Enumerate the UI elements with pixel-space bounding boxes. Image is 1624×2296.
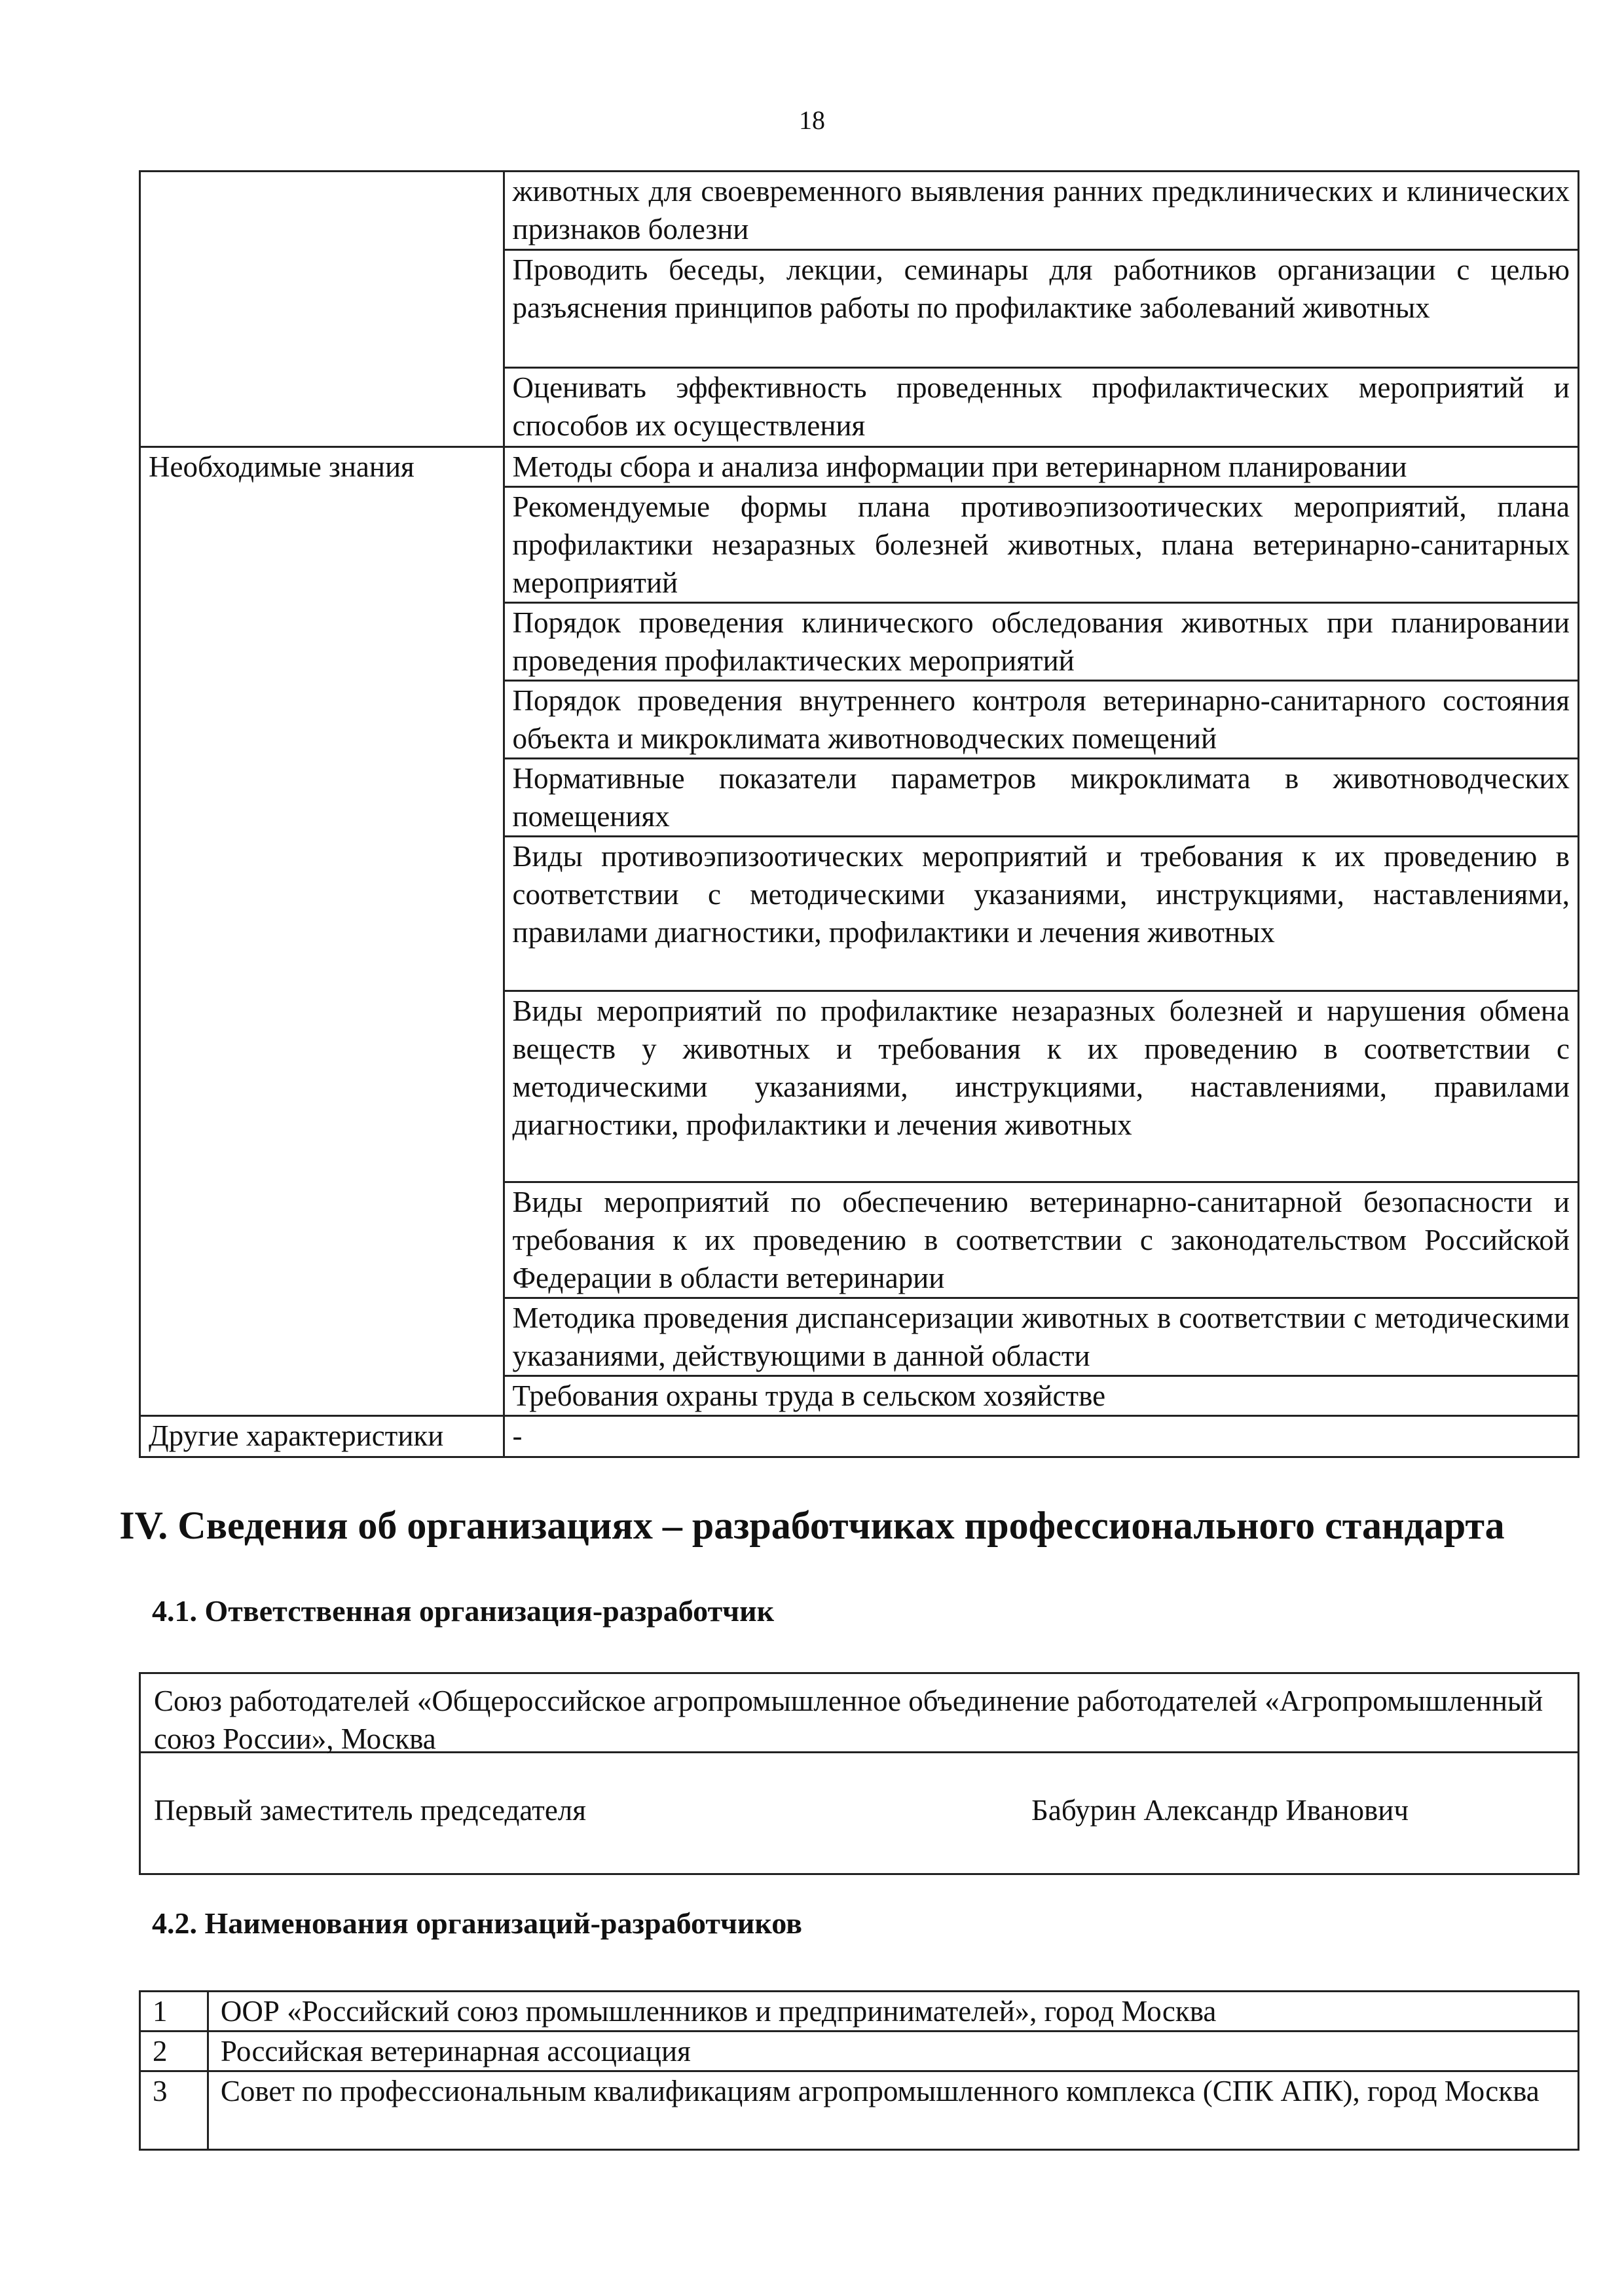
responsible-org-heading: 4.1. Ответственная организация-разработчик — [152, 1594, 775, 1628]
row-text: Порядок проведения клинического обследования животных при планировании проведения профилактических мероприятий — [504, 603, 1579, 681]
requirements-table — [139, 170, 1579, 1458]
row-text: Виды мероприятий по обеспечению ветеринарно-санитарной безопасности и требования к их проведению в соответствии с законодательством Российской Федерации в области ветеринарии — [504, 1182, 1579, 1298]
responsible-org-box — [139, 1672, 1579, 1875]
row-number: 1 — [140, 1992, 208, 2032]
table-row — [140, 2032, 1579, 2071]
page-number: 18 — [799, 105, 825, 135]
row-text: Порядок проведения внутреннего контроля ветеринарно-санитарного состояния объекта и микроклимата животноводческих помещений — [504, 681, 1579, 759]
table-row — [140, 1416, 1579, 1457]
row-text: животных для своевременного выявления ранних предклинических и клинических признаков болезни — [504, 172, 1579, 250]
row-text: Виды мероприятий по профилактике незаразных болезней и нарушения обмена веществ у животных и требования к их проведению в соответствии с методическими указаниями, инструкциями, наставлениями, правилами диагностики, профилактики и лечения животных — [504, 991, 1579, 1182]
row-text: Виды противоэпизоотических мероприятий и требования к их проведению в соответствии с методическими указаниями, инструкциями, наставлениями, правилами диагностики, профилактики и лечения животных — [504, 837, 1579, 991]
signatory-name: Бабурин Александр Иванович — [1031, 1794, 1409, 1827]
row-text: Рекомендуемые формы плана противоэпизоотических мероприятий, плана профилактики незаразных болезней животных, плана ветеринарно-санитарных мероприятий — [504, 487, 1579, 603]
row-label-knowledge: Необходимые знания — [140, 447, 504, 1416]
row-label-other: Другие характеристики — [140, 1416, 504, 1457]
table-row — [140, 172, 1579, 250]
org-name: Российская ветеринарная ассоциация — [208, 2032, 1578, 2071]
row-number: 2 — [140, 2032, 208, 2071]
row-text: Оценивать эффективность проведенных профилактических мероприятий и способов их осуществления — [504, 368, 1579, 447]
row-text: Методы сбора и анализа информации при ветеринарном планировании — [504, 447, 1579, 487]
table-row — [140, 447, 1579, 487]
org-name: Совет по профессиональным квалификациям агропромышленного комплекса (СПК АПК), город Москва — [208, 2071, 1578, 2150]
signatory-role: Первый заместитель председателя — [154, 1794, 586, 1827]
row-number: 3 — [140, 2071, 208, 2150]
row-text: Проводить беседы, лекции, семинары для работников организации с целью разъяснения принципов работы по профилактике заболеваний животных — [504, 250, 1579, 368]
signature-block — [141, 1753, 1578, 1871]
row-text: - — [504, 1416, 1579, 1457]
row-text: Требования охраны труда в сельском хозяйстве — [504, 1376, 1579, 1416]
row-label-empty — [140, 172, 504, 447]
section-heading: IV. Сведения об организациях – разработчиках профессионального стандарта — [119, 1504, 1505, 1547]
developer-orgs-heading: 4.2. Наименования организаций-разработчиков — [152, 1906, 802, 1940]
row-text: Методика проведения диспансеризации животных в соответствии с методическими указаниями, действующими в данной области — [504, 1298, 1579, 1376]
org-name: ООР «Российский союз промышленников и предпринимателей», город Москва — [208, 1992, 1578, 2032]
table-row — [140, 2071, 1579, 2150]
developer-orgs-table — [139, 1990, 1579, 2151]
row-text: Нормативные показатели параметров микроклимата в животноводческих помещениях — [504, 759, 1579, 837]
table-row — [140, 1992, 1579, 2032]
responsible-org-name: Союз работодателей «Общероссийское агропромышленное объединение работодателей «Агропромышленный союз России», Москва — [141, 1674, 1578, 1753]
